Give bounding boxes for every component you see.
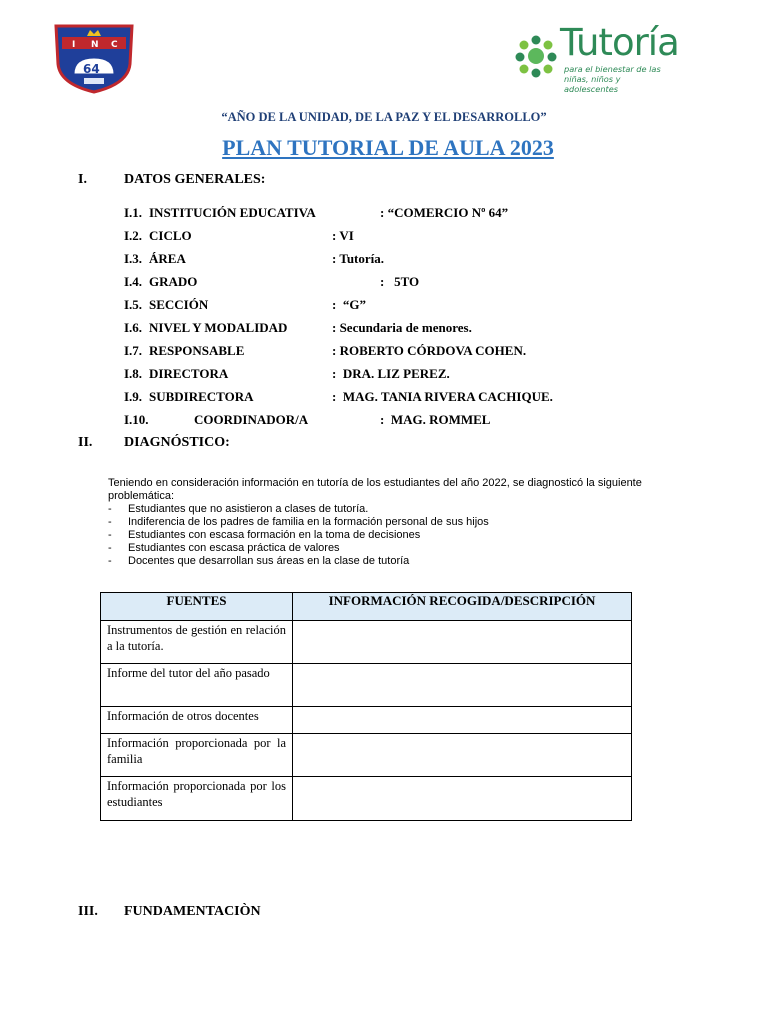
datos-number: I.6. <box>124 320 143 335</box>
table-cell-info <box>293 664 632 707</box>
table-header-row <box>101 593 632 621</box>
svg-text:I: I <box>72 40 76 50</box>
svg-text:64: 64 <box>83 62 100 76</box>
diagnostico-intro: Teniendo en consideración información en tutoría de los estudiantes del año 2022, se diagnosticó la siguiente problemática: <box>108 477 642 502</box>
table-row <box>101 621 632 664</box>
datos-value: : 5TO <box>380 274 420 289</box>
datos-number: I.2. <box>124 228 143 243</box>
table-cell-source: Informe del tutor del año pasado <box>101 664 293 707</box>
fuentes-table <box>100 592 632 821</box>
school-crest-logo <box>54 22 134 94</box>
table-cell-source: Información de otros docentes <box>101 707 293 734</box>
table-cell-source: Instrumentos de gestión en relación a la tutoría. <box>101 621 293 664</box>
section-label: DATOS GENERALES: <box>124 172 266 187</box>
datos-value: : Secundaria de menores. <box>332 320 472 335</box>
diagnostico-list <box>108 503 688 568</box>
table-cell-info <box>293 734 632 777</box>
datos-label: DIRECTORA <box>149 366 229 381</box>
table-row <box>101 707 632 734</box>
list-item: - Estudiantes con escasa práctica de valores <box>108 542 688 555</box>
list-item: - Docentes que desarrollan sus áreas en la clase de tutoría <box>108 555 688 568</box>
table-cell-source: Información proporcionada por los estudiantes <box>101 777 293 821</box>
datos-number: I.3. <box>124 251 143 266</box>
datos-value: : VI <box>332 228 354 243</box>
table-cell-info <box>293 777 632 821</box>
year-motto: “AÑO DE LA UNIDAD, DE LA PAZ Y EL DESARROLLO” <box>221 110 547 124</box>
datos-label: GRADO <box>149 274 198 289</box>
datos-label: ÁREA <box>149 251 186 266</box>
datos-value: : DRA. LIZ PEREZ. <box>332 366 450 381</box>
section-heading-datos-generales <box>0 172 768 192</box>
logo-word: Tutoría <box>560 21 679 64</box>
datos-number: I.8. <box>124 366 143 381</box>
list-item: - Estudiantes que no asistieron a clases de tutoría. <box>108 503 688 516</box>
section-number: I. <box>78 172 87 187</box>
datos-value: : MAG. TANIA RIVERA CACHIQUE. <box>332 389 553 404</box>
datos-label: RESPONSABLE <box>149 343 245 358</box>
table-cell-source: Información proporcionada por la familia <box>101 734 293 777</box>
section-label: FUNDAMENTACIÒN <box>124 904 261 919</box>
title-text: PLAN TUTORIAL DE AULA 2023 <box>222 135 554 160</box>
table-row <box>101 734 632 777</box>
svg-text:C: C <box>111 40 118 50</box>
section-number: II. <box>78 435 93 450</box>
datos-value: : ROBERTO CÓRDOVA COHEN. <box>332 343 527 358</box>
section-number: III. <box>78 904 98 919</box>
datos-label: SECCIÓN <box>149 297 209 312</box>
datos-number: I.9. <box>124 389 143 404</box>
datos-label: SUBDIRECTORA <box>149 389 254 404</box>
datos-label: NIVEL Y MODALIDAD <box>149 320 288 335</box>
section-label: DIAGNÓSTICO: <box>124 435 230 450</box>
page-title <box>0 135 768 161</box>
datos-number: I.5. <box>124 297 143 312</box>
table-cell-info <box>293 621 632 664</box>
logo-tagline: para el bienestar de las niñas, niños y adolescentes <box>564 64 661 94</box>
list-item: - Estudiantes con escasa formación en la toma de decisiones <box>108 529 688 542</box>
datos-number: I.10. <box>124 412 149 427</box>
column-header-informacion: INFORMACIÓN RECOGIDA/DESCRIPCIÓN <box>293 593 632 621</box>
column-header-fuentes: FUENTES <box>101 593 293 621</box>
datos-number: I.7. <box>124 343 143 358</box>
datos-value: : MAG. ROMMEL <box>380 412 491 427</box>
table-cell-info <box>293 707 632 734</box>
datos-number: I.1. <box>124 205 143 220</box>
svg-text:N: N <box>91 40 99 50</box>
datos-number: I.4. <box>124 274 143 289</box>
tutoria-logo <box>512 21 679 94</box>
datos-label: CICLO <box>149 228 192 243</box>
table-row <box>101 777 632 821</box>
section-heading-fundamentacion <box>0 904 768 924</box>
datos-value: : “G” <box>332 297 366 312</box>
datos-value: : Tutoría. <box>332 251 385 266</box>
datos-label: INSTITUCIÓN EDUCATIVA <box>149 205 316 220</box>
list-item: - Indiferencia de los padres de familia en la formación personal de sus hijos <box>108 516 688 529</box>
diagnostico-text <box>108 477 688 568</box>
datos-label: COORDINADOR/A <box>194 412 309 427</box>
section-heading-diagnostico <box>0 435 768 455</box>
datos-value: : “COMERCIO Nº 64” <box>380 205 509 220</box>
table-row <box>101 664 632 707</box>
